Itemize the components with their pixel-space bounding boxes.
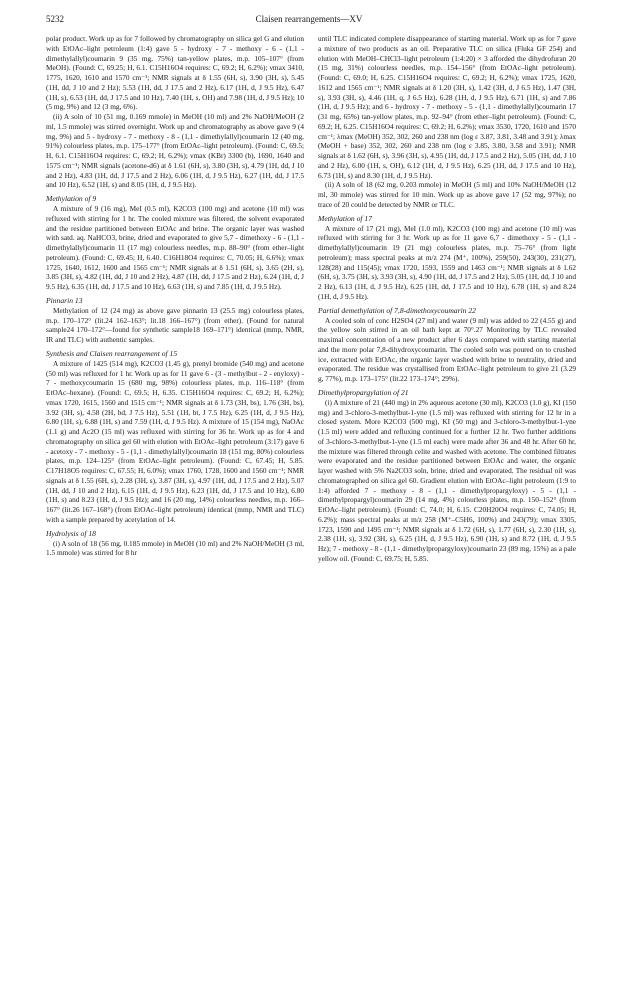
section-heading: Dimethylpropargylation of 21 (318, 387, 409, 397)
body-paragraph: A mixture of 17 (21 mg), MeI (1.0 ml), K2CO3 (100 mg) and acetone (10 ml) was refluxed with stirring for 3 hr. Work up as for 11 gave 6,7 - dimethoxy - 5 - (1,1 - dimethylallyl)coumarin 19 (21 mg) colourless plates, m.p. 75–76° (from light petroleum); mass spectral peaks at m/z 274 (M⁺, 100%), 259(50), 243(30), 231(27), 128(28) and 115(45); νmax 1720, 1593, 1559 and 1463 cm⁻¹; NMR signals at δ 1.62 (6H, s), 3.75 (3H, s), 3.93 (3H, s), 4.90 (1H, dd, J 17.5 and 2 Hz), 5.05 (1H, dd, J 10 and 2 Hz), 6.13 (1H, d, J 9.5 Hz), 6.25 (1H, dd, J 17.5 and 10 Hz), 6.78 (1H, s) and 8.24 (1H, d, J 9.5 Hz). (318, 223, 576, 301)
left-column (46, 34, 304, 996)
section-heading: Pinnarin 13 (46, 295, 83, 305)
body-paragraph: polar product. Work up as for 7 followed by chromatography on silica gel G and elution with EtOAc–light petroleum (1:4) gave 5 - hydroxy - 7 - methoxy - 6 - (1,1 - dimethylallyl)coumarin 9 (35 mg, 75%) tan-yellow plates, m.p. 105–107° (from MeOH). (Found: C, 69.25; H, 6.1. C15H16O4 requires: C, 69.2; H, 6.2%); νmax 3410, 1775, 1620, 1610 and 1570 cm⁻¹; NMR signals at δ 1.55 (6H, s), 3.90 (3H, s), 5.45 (1H, dd, J 10 and 2 Hz); 5.53 (1H, dd, J 17.5 and 2 Hz), 6.17 (1H, d, J 9.5 Hz), 6.47 (1H, s), 6.53 (1H, dd, J 17.5 and 10 Hz), 7.40 (1H, s, OH) and 7.98 (1H, d, J 9.5 Hz); 10 (5 mg, 9%) and 12 (3 mg, 6%). (46, 34, 304, 112)
right-column (318, 34, 576, 996)
body-paragraph: A cooled soln of conc H2SO4 (27 ml) and water (9 ml) was added to 22 (4.55 g) and the yellow soln stirred in an oil bath kept at 70°.27 Monitoring by TLC revealed maximal concentration of a new product after 6 days compared with starting material and the more polar 7,8-dihydroxycoumarin. The cooled soln was poured on to crushed ice, extracted with EtOAc, the organic layer washed with brine to neutrality, dried and evaporated. The residue was crystallised from EtOAc–light petroleum to give 21 (3.29 g, 77%), m.p. 173–175° (lit.22 173–174°; 29%). (318, 315, 576, 383)
section-heading: Methylation of 9 (46, 194, 97, 203)
body-paragraph: Methylation of 12 (24 mg) as above gave pinnarin 13 (25.5 mg) colourless plates, m.p. 170–172° (lit.24 162–163°; lit.18 166–167°) (from ether). (Found for natural sample24 170–172°—found for synthetic sample18 169–171°) identical (mmp, NMR, IR and TLC) with authentic samples. (46, 305, 304, 344)
body-paragraph: A mixture of 1425 (514 mg), K2CO3 (1.45 g), prenyl bromide (540 mg) and acetone (50 ml) was refluxed for 1 hr. Work up as for 11 gave 6 - (3 - methylbut - 2 - enyloxy) - 7 - methoxycoumarin 15 (680 mg, 98%) colourless plates, m.p. 116–118° (from EtOAc–hexane). (Found: C, 69.5; H, 6.35. C15H16O4 requires: C, 69.2; H, 6.2%); νmax 1720, 1615, 1560 and 1515 cm⁻¹; NMR signals at δ 1.73 (3H, bs), 1.76 (3H, bs), 3.92 (3H, s), 4.58 (2H, bd, J 7.5 Hz), 5.51 (1H, bt, J 7.5 Hz), 6.25 (1H, d, J 9.5 Hz), 6.80 (1H, s), 6.88 (1H, s) and 7.59 (1H, d, J 9.5 Hz). A mixture of 15 (154 mg), NaOAc (1.1 g) and Ac2O (15 ml) was refluxed with stirring for 36 hr. Work up as for 4 and chromatography on silica gel 60 with elution with EtOAc–light petroleum (3:17) gave 6 - acetoxy - 7 - methoxy - 5 - (1,1 - dimethylallyl)coumarin 18 (151 mg, 80%) colourless plates, m.p. 124–125° (from EtOAc–light petroleum). (Found: C, 67.45; H, 5.85. C17H18O5 requires: C, 67.55; H, 6.0%); νmax 1760, 1728, 1600 and 1560 cm⁻¹; NMR signals at δ 1.55 (6H, s), 2.28 (3H, s), 3.87 (3H, s), 4.97 (1H, dd, J 17.5 and 2 Hz), 5.07 (1H, dd, J 10 and 2 Hz), 6.15 (1H, d, J 9.5 Hz), 6.23 (1H, dd, J 17.5 and 10 Hz), 6.80 (1H, s) and 8.23 (1H, d, J 9.5 Hz); and 16 (20 mg, 14%) colourless needles, m.p. 166–167° (lit.26 167–168°) (from EtOAc–light petroleum) identical (mmp, NMR and TLC) with a sample prepared by acetylation of 14. (46, 358, 304, 524)
section-heading: Methylation of 17 (318, 213, 372, 223)
body-paragraph: (i) A soln of 18 (56 mg, 0.185 mmole) in MeOH (10 ml) and 2% NaOH/MeOH (3 ml, 1.5 mmole) was stirred for 8 hr (46, 538, 304, 558)
running-title: Claisen rearrangements—XV (255, 14, 363, 24)
body-paragraph: until TLC indicated complete disappearance of starting material. Work up as for 7 gave a mixture of two products as an oil. Preparative TLC on silica (Fluka GF 254) and elution with MeOH–CHCl3–light petroleum (1:4:20) × 3 afforded the dihydrofuran 20 (15 mg, 31%) colourless needles, m.p. 154–156° (from EtOAc–light petroleum). (Found: C, 69.0; H, 6.25. C15H16O4 requires: C, 69.2; H, 6.2%); νmax 1725, 1620, 1612 and 1565 cm⁻¹; NMR signals at δ 1.20 (3H, s), 1.42 (3H, d, J 6.5 Hz), 1.47 (3H, s), 3.93 (3H, s), 4.46 (1H, q, J 6.5 Hz), 6.28 (1H, d, J 9.5 Hz), 6.71 (1H, s) and 7.86 (1H, d, J 9.5 Hz); and 6 - hydroxy - 7 - methoxy - 5 - (1,1 - dimethylallyl)coumarin 17 (31 mg, 65%) tan-yellow plates, m.p. 92–94° (from ether–light petroleum). (Found: C, 69.2; H, 6.25. C15H16O4 requires: C, 69.2; H, 6.2%); νmax 3530, 1720, 1610 and 1570 cm⁻¹; λmax (MeOH) 352, 302, 260 and 238 nm (log ε 3.87, 3.81, 3.48 and 3.91); λmax (MeOH + base) 352, 302, 260 and 238 nm (log ε 3.85, 3.80, 3.58 and 3.91); NMR signals at δ 1.62 (6H, s), 3.96 (3H, s), 4.95 (1H, dd, J 17.5 and 2 Hz), 5.05 (1H, dd, J 10 and 2 Hz), 6.00 (1H, s, OH), 6.12 (1H, d, J 9.5 Hz), 6.25 (1H, dd, J 17.5 and 10 Hz), 6.73 (1H, s) and 8.30 (1H, d, J 9.5 Hz). (318, 34, 576, 180)
section-heading: Hydrolysis of 18 (46, 528, 96, 538)
section-heading: Partial demethylation of 7,8-dimethoxycoumarin 22 (318, 305, 476, 315)
body-paragraph: (i) A mixture of 21 (440 mg) in 2% aqueous acetone (30 ml), K2CO3 (1.0 g), KI (150 mg) and 3-chloro-3-methylbut-1-yne (1.5 ml) was refluxed with stirring for 12 hr in a closed system. More K2CO3 (500 mg), KI (50 mg) and 3-chloro-3-methylbut-1-yne (1.5 ml) were added and refluxing continued for a further 12 hr. Two further additions of 3-chloro-3-methylbut-1-yne (1.5 ml each) were made after 36 and 48 hr. After 60 hr, the mixture was filtered through celite and washed with acetone. The combined filtrates were evaporated and the residue partitioned between EtOAc and water, the organic layer washed with 5% Na2CO3 soln, brine, dried and evaporated. The residual oil was chromatographed on silica gel 60. Gradient elution with EtOAc–light petroleum (1:9 to 1:4) afforded 7 - methoxy - 8 - (1,1 - dimethylpropargyloxy) - 5 - (1,1 - dimethylpropargyl)coumarin 29 (14 mg, 4%) colourless plates, m.p. 150–152° (from EtOAc–light petroleum). (Found: C, 74.0; H, 6.15. C20H20O4 requires: C, 74.05; H, 6.2%); mass spectral peaks at m/z 258 (M⁺–C5H6, 100%) and 243(79); νmax 3305, 1723, 1590 and 1495 cm⁻¹; NMR signals at δ 1.72 (6H, s), 1.77 (6H, s), 2.30 (1H, s), 2.38 (1H, s), 3.92 (3H, s), 6.25 (1H, d, J 9.5 Hz), 6.90 (1H, s) and 8.72 (1H, d, J 9.5 Hz); 7 - methoxy - 8 - (1,1 - dimethylpropargyloxy)coumarin 23 (89 mg, 15%) as a pale yellow oil. (Found: C, 69.75; H, 5.85. (318, 397, 576, 563)
body-paragraph: (ii) A soln of 10 (51 mg, 0.169 mmole) in MeOH (10 ml) and 2% NaOH/MeOH (2 ml, 1.5 mmole) was stirred overnight. Work up and chromatography as above gave 9 (4 mg, 9%) and 5 - hydroxy - 7 - methoxy - 8 - (1,1 - dimethylallyl)coumarin 12 (40 mg, 91%) colourless plates, m.p. 175–177° (from EtOAc–light petroleum). (Found: C, 69.5; H, 6.1. C15H16O4 requires: C, 69.2; H, 6.2%); νmax (KBr) 3300 (b), 1690, 1640 and 1575 cm⁻¹; NMR signals (acetone-d6) at δ 1.61 (6H, s), 3.80 (3H, s), 4.79 (1H, dd, J 10 and 2 Hz), 4.83 (1H, dd, J 17.5 and 2 Hz), 6.06 (1H, d, J 9.5 Hz), 6.27 (1H, dd, J 17.5 and 10 Hz), 6.52 (1H, s) and 8.05 (1H, d, J 9.5 Hz). (46, 112, 304, 190)
running-header (46, 12, 572, 26)
page-number: 5232 (46, 14, 64, 24)
body-paragraph: (ii) A soln of 18 (62 mg, 0.203 mmole) in MeOH (5 ml) and 10% NaOH/MeOH (12 ml, 30 mmole) was stirred for 10 min. Work up as above gave 17 (52 mg, 97%); no trace of 20 could be detected by NMR or TLC. (318, 180, 576, 209)
section-heading: Synthesis and Claisen rearrangement of 15 (46, 348, 178, 358)
body-paragraph: A mixture of 9 (16 mg), MeI (0.5 ml), K2CO3 (100 mg) and acetone (10 ml) was refluxed with stirring for 1 hr. The cooled mixture was filtered, the solvent evaporated and the residue partitioned between EtOAc and brine. The organic layer was washed with satd. aq. NaHCO3, brine, dried and evaporated to give 5,7 - dimethoxy - 6 - (1,1 - dimethylallyl)coumarin 11 (17 mg) colourless needles, m.p. 88–90° (from ether–light petroleum). (Found: C, 69.45; H, 6.40. C16H18O4 requires: C, 70.05; H, 6.6%); νmax 1725, 1640, 1612, 1600 and 1565 cm⁻¹; NMR signals at δ 1.51 (6H, s), 3.65 (2H, s), 3.85 (3H, s), 4.82 (1H, dd, J 10 and 2 Hz), 4.87 (1H, dd, J 17.5 and 2 Hz), 6.24 (1H, d, J 9.5 Hz), 6.35 (1H, dd, J 17.5 and 10 Hz), 6.63 (1H, s) and 7.85 (1H, d, J 9.5 Hz). (46, 204, 304, 291)
